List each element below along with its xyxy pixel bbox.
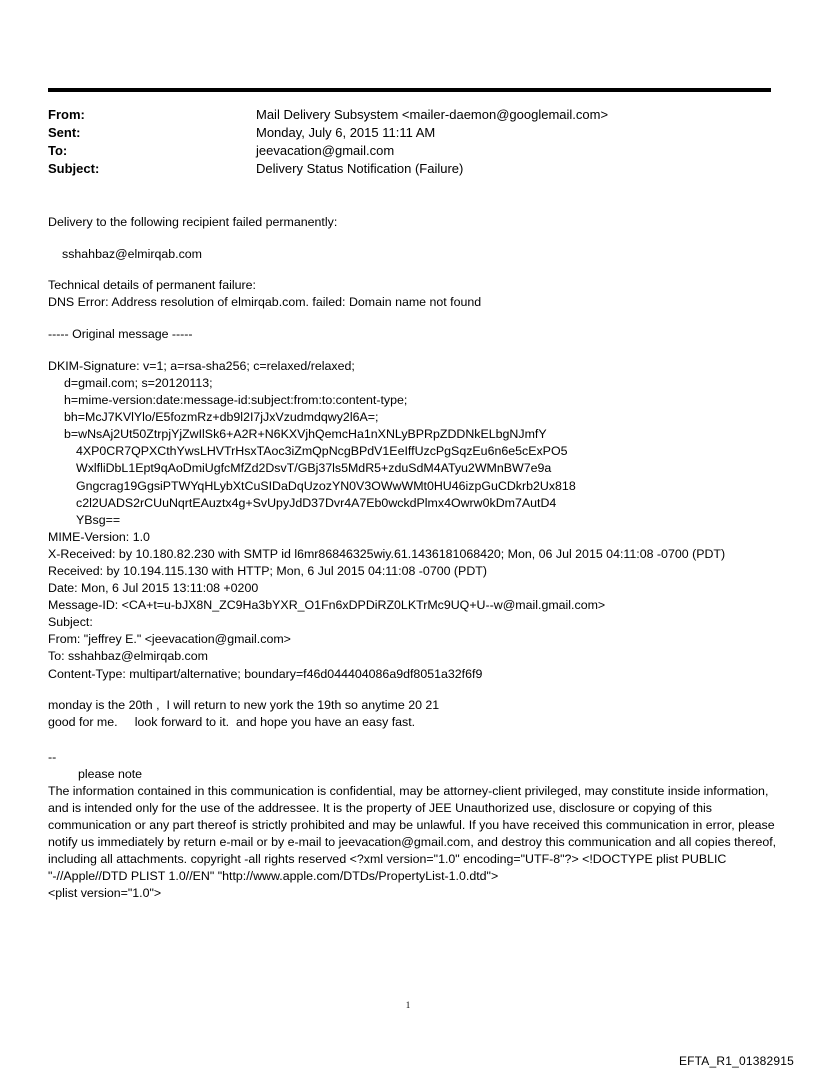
message-text: monday is the 20th , I will return to new york the 19th so anytime 20 21: [48, 698, 440, 713]
dkim-line: b=wNsAj2Ut50ZtrpjYjZwIlSk6+A2R+N6KXVjhQemcHa1nXNLyBPRpZDDNkELbgNJmfY: [64, 427, 547, 442]
plist-line: <plist version="1.0">: [48, 886, 162, 901]
message-text: good for me. look forward to it. and hope you have an easy fast.: [48, 715, 416, 730]
email-body: [48, 214, 778, 902]
from-value: Mail Delivery Subsystem <mailer-daemon@googlemail.com>: [256, 107, 609, 122]
sent-label: Sent:: [48, 125, 81, 140]
dkim-line: bh=McJ7KVlYlo/E5fozmRz+db9l2I7jJxVzudmdqwy2l6A=;: [64, 410, 379, 425]
to-row: [48, 142, 771, 160]
to-value: jeevacation@gmail.com: [256, 143, 395, 158]
sent-row: [48, 124, 771, 142]
email-header: [48, 106, 771, 178]
dkim-line: Gngcrag19GgsiPTWYqHLybXtCuSIDaDqUzozYN0V3OWwWMt0HU46izpGuCDkrb2Ux818: [76, 478, 576, 493]
dkim-line: h=mime-version:date:message-id:subject:from:to:content-type;: [64, 393, 408, 408]
please-note: please note: [78, 766, 143, 781]
x-received: X-Received: by 10.180.82.230 with SMTP id l6mr86846325wiy.61.1436181068420; Mon, 06 Jul 2015 04:11:08 -0700 (PDT): [48, 546, 726, 561]
subject-label: Subject:: [48, 161, 100, 176]
message-id: Message-ID: <CA+t=u-bJX8N_ZC9Ha3bYXR_O1Fn6xDPDiRZ0LKTrMc9UQ+U--w@mail.gmail.com>: [48, 598, 606, 613]
to-label: To:: [48, 143, 68, 158]
original-message-marker: ----- Original message -----: [48, 327, 193, 342]
content-type: Content-Type: multipart/alternative; boundary=f46d044404086a9df8051a32f6f9: [48, 666, 483, 681]
intro-text: Delivery to the following recipient failed permanently:: [48, 215, 338, 229]
disclaimer: The information contained in this communication is confidential, may be attorney-client privileged, may constitute inside information, and is intended only for the use of the addressee. It is the property of JEE Unauthorized use, disclosure or copying of this communication or any part thereof is strictly prohibited and may be unlawful. If you have received this communication in error, please notify us immediately by return e-mail or by e-mail to jeevacation@gmail.com, and destroy this communication and all copies thereof, including all attachments. copyright -all rights reserved <?xml version="1.0" encoding="UTF-8"?> <!DOCTYPE plist PUBLIC "-//Apple//DTD PLIST 1.0//EN" "http://www.apple.com/DTDs/PropertyList-1.0.dtd">: [48, 783, 777, 884]
sent-value: Monday, July 6, 2015 11:11 AM: [256, 125, 436, 140]
dkim-line: YBsg==: [76, 512, 121, 527]
date-line: Date: Mon, 6 Jul 2015 13:11:08 +0200: [48, 581, 259, 596]
tech-title: Technical details of permanent failure:: [48, 278, 257, 293]
tech-detail: DNS Error: Address resolution of elmirqab.com. failed: Domain name not found: [48, 295, 482, 310]
page-number: 1: [405, 1000, 411, 1010]
subject-row: [48, 160, 771, 178]
dkim-line: 4XP0CR7QPXCthYwsLHVTrHsxTAoc3iZmQpNcgBPdV1EeIffUzcPgSqzEu6n6e5cExPO5: [76, 444, 568, 459]
dkim-line: c2l2UADS2rCUuNqrtEAuztx4g+SvUpyJdD37Dvr4A7Eb0wckdPlmx4Owrw0kDm7AutD4: [76, 495, 557, 510]
signature-separator: --: [48, 749, 57, 764]
failed-recipient: sshahbaz@elmirqab.com: [62, 246, 202, 261]
mime-version: MIME-Version: 1.0: [48, 529, 150, 544]
header-rule: [48, 88, 771, 92]
dkim-line: d=gmail.com; s=20120113;: [64, 375, 213, 390]
from-label: From:: [48, 107, 85, 122]
from-row: [48, 106, 771, 124]
document-id: EFTA_R1_01382915: [678, 1054, 794, 1068]
subject-value: Delivery Status Notification (Failure): [256, 161, 464, 176]
received: Received: by 10.194.115.130 with HTTP; Mon, 6 Jul 2015 04:11:08 -0700 (PDT): [48, 563, 487, 578]
from-line: From: "jeffrey E." <jeevacation@gmail.com>: [48, 632, 291, 647]
dkim-line: WxlfliDbL1Ept9qAoDmiUgfcMfZd2DsvT/GBj37ls5MdR5+zduSdM4ATyu2WMnBW7e9a: [76, 461, 552, 476]
subject-line: Subject:: [48, 615, 93, 630]
dkim-line: DKIM-Signature: v=1; a=rsa-sha256; c=relaxed/relaxed;: [48, 358, 355, 373]
to-line: To: sshahbaz@elmirqab.com: [48, 649, 208, 664]
